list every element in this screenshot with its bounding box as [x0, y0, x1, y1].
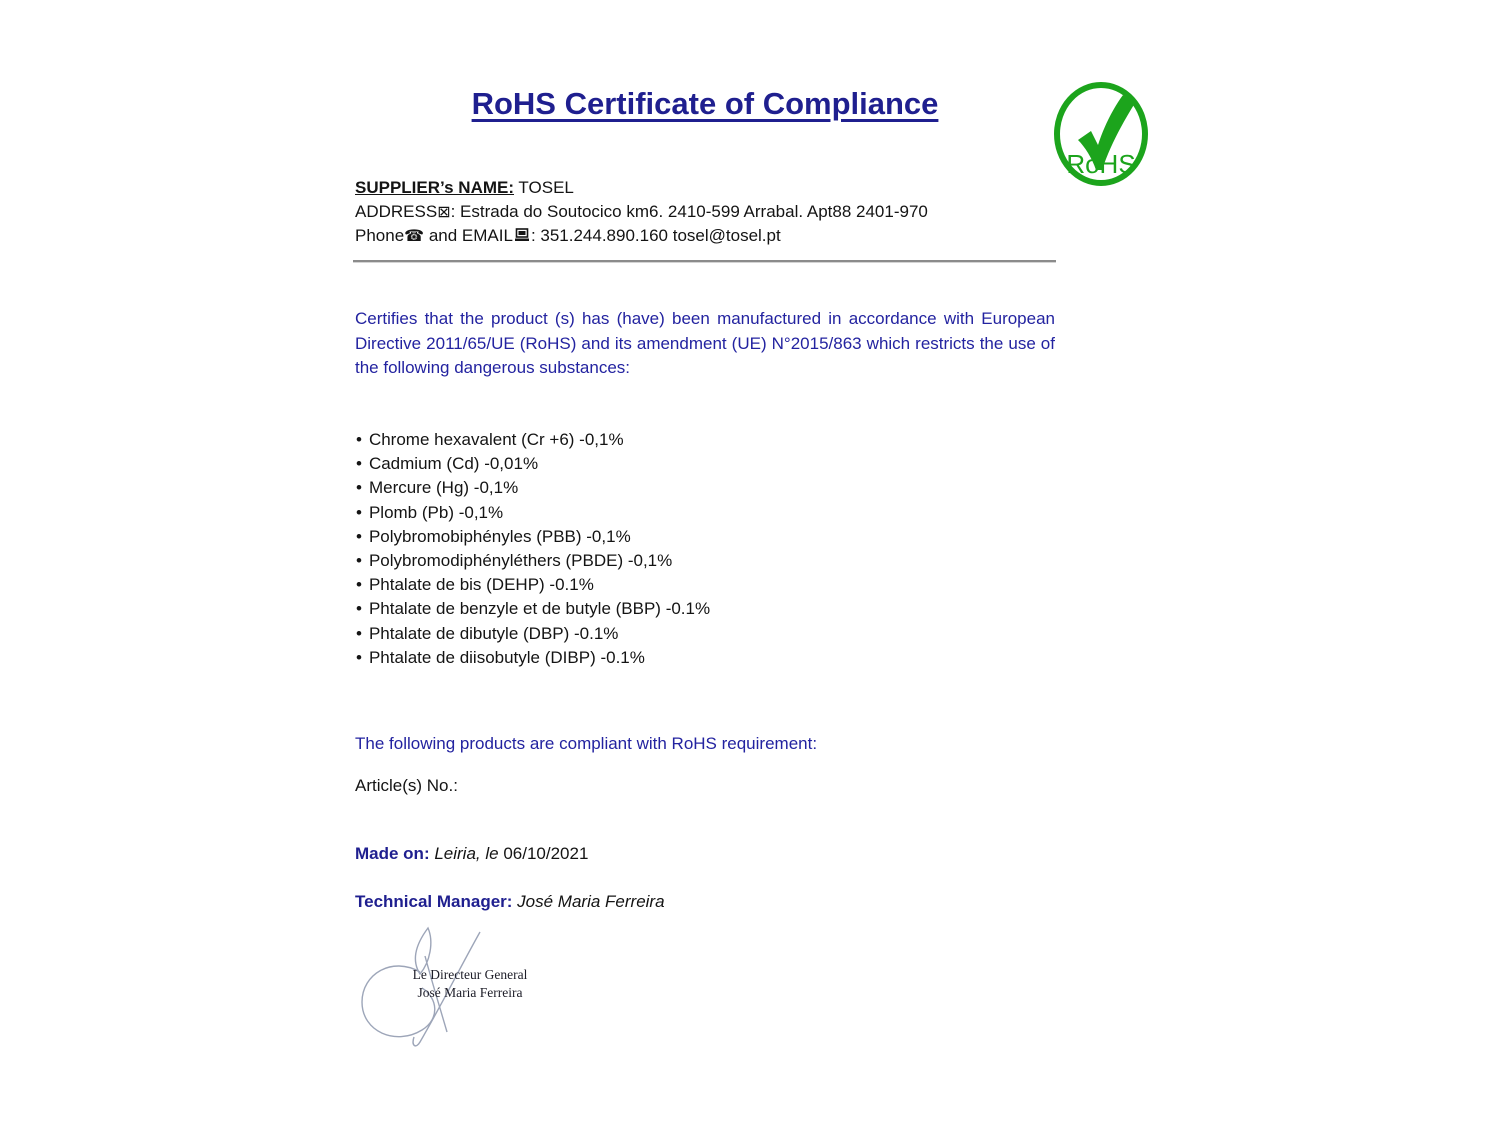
address-label: ADDRESS — [355, 202, 438, 221]
substance-item: • Phtalate de benzyle et de butyle (BBP) -0.1% — [356, 597, 710, 621]
signature-line2: José Maria Ferreira — [417, 985, 523, 1000]
technical-manager-label: Technical Manager: — [355, 892, 513, 911]
rohs-logo-graphic — [1052, 82, 1150, 186]
substance-item: • Phtalate de bis (DEHP) -0.1% — [356, 573, 710, 597]
substance-item: • Cadmium (Cd) -0,01% — [356, 452, 710, 476]
supplier-name-value: TOSEL — [514, 178, 574, 197]
made-on-date: 06/10/2021 — [503, 844, 589, 863]
email-label: and EMAIL — [424, 226, 513, 245]
articles-label: Article(s) No.: — [355, 776, 458, 795]
address-value: : Estrada do Soutocico km6. 2410-599 Arrabal. Apt88 2401-970 — [450, 202, 928, 221]
supplier-contact-line — [355, 224, 928, 250]
made-on-line — [355, 844, 588, 864]
compliance-statement: The following products are compliant with RoHS requirement: — [355, 734, 818, 753]
signature-text — [380, 966, 560, 1002]
supplier-address-line — [355, 200, 928, 224]
phone-icon: ☎ — [404, 226, 425, 245]
envelope-icon: ⊠ — [437, 202, 451, 221]
supplier-name-label: SUPPLIER’s NAME: — [355, 178, 515, 197]
technical-manager-name: José Maria Ferreira — [512, 892, 665, 911]
made-on-place: Leiria, le — [429, 844, 504, 863]
technical-manager-line — [355, 892, 665, 912]
computer-icon — [514, 226, 530, 250]
phone-label: Phone — [355, 226, 405, 245]
substance-item: • Mercure (Hg) -0,1% — [356, 476, 710, 500]
certification-paragraph: Certifies that the product (s) has (have) been manufactured in accordance with European Directive 2011/65/UE (RoHS) and its amendment (UE) N°2015/863 which restricts the use of the following dangerous substances: — [355, 309, 1055, 377]
substances-list — [356, 428, 710, 670]
substance-item: • Polybromodiphényléthers (PBDE) -0,1% — [356, 549, 710, 573]
supplier-name-line — [355, 176, 928, 200]
horizontal-rule — [353, 260, 1056, 263]
rohs-logo — [1052, 82, 1150, 186]
substance-item: • Chrome hexavalent (Cr +6) -0,1% — [356, 428, 710, 452]
page-title-text: RoHS Certificate of Compliance — [471, 86, 939, 121]
substance-item: • Phtalate de dibutyle (DBP) -0.1% — [356, 622, 710, 646]
signature-block — [350, 918, 580, 1073]
page-title — [355, 86, 1055, 122]
substance-item: • Phtalate de diisobutyle (DIBP) -0.1% — [356, 646, 710, 670]
substance-item: • Polybromobiphényles (PBB) -0,1% — [356, 525, 710, 549]
made-on-label: Made on: — [355, 844, 430, 863]
supplier-info — [355, 176, 928, 250]
signature-line1: Le Directeur General — [412, 967, 528, 982]
contact-value: : 351.244.890.160 tosel@tosel.pt — [530, 226, 781, 245]
logo-label: RoHS — [1066, 149, 1136, 179]
substance-item: • Plomb (Pb) -0,1% — [356, 501, 710, 525]
